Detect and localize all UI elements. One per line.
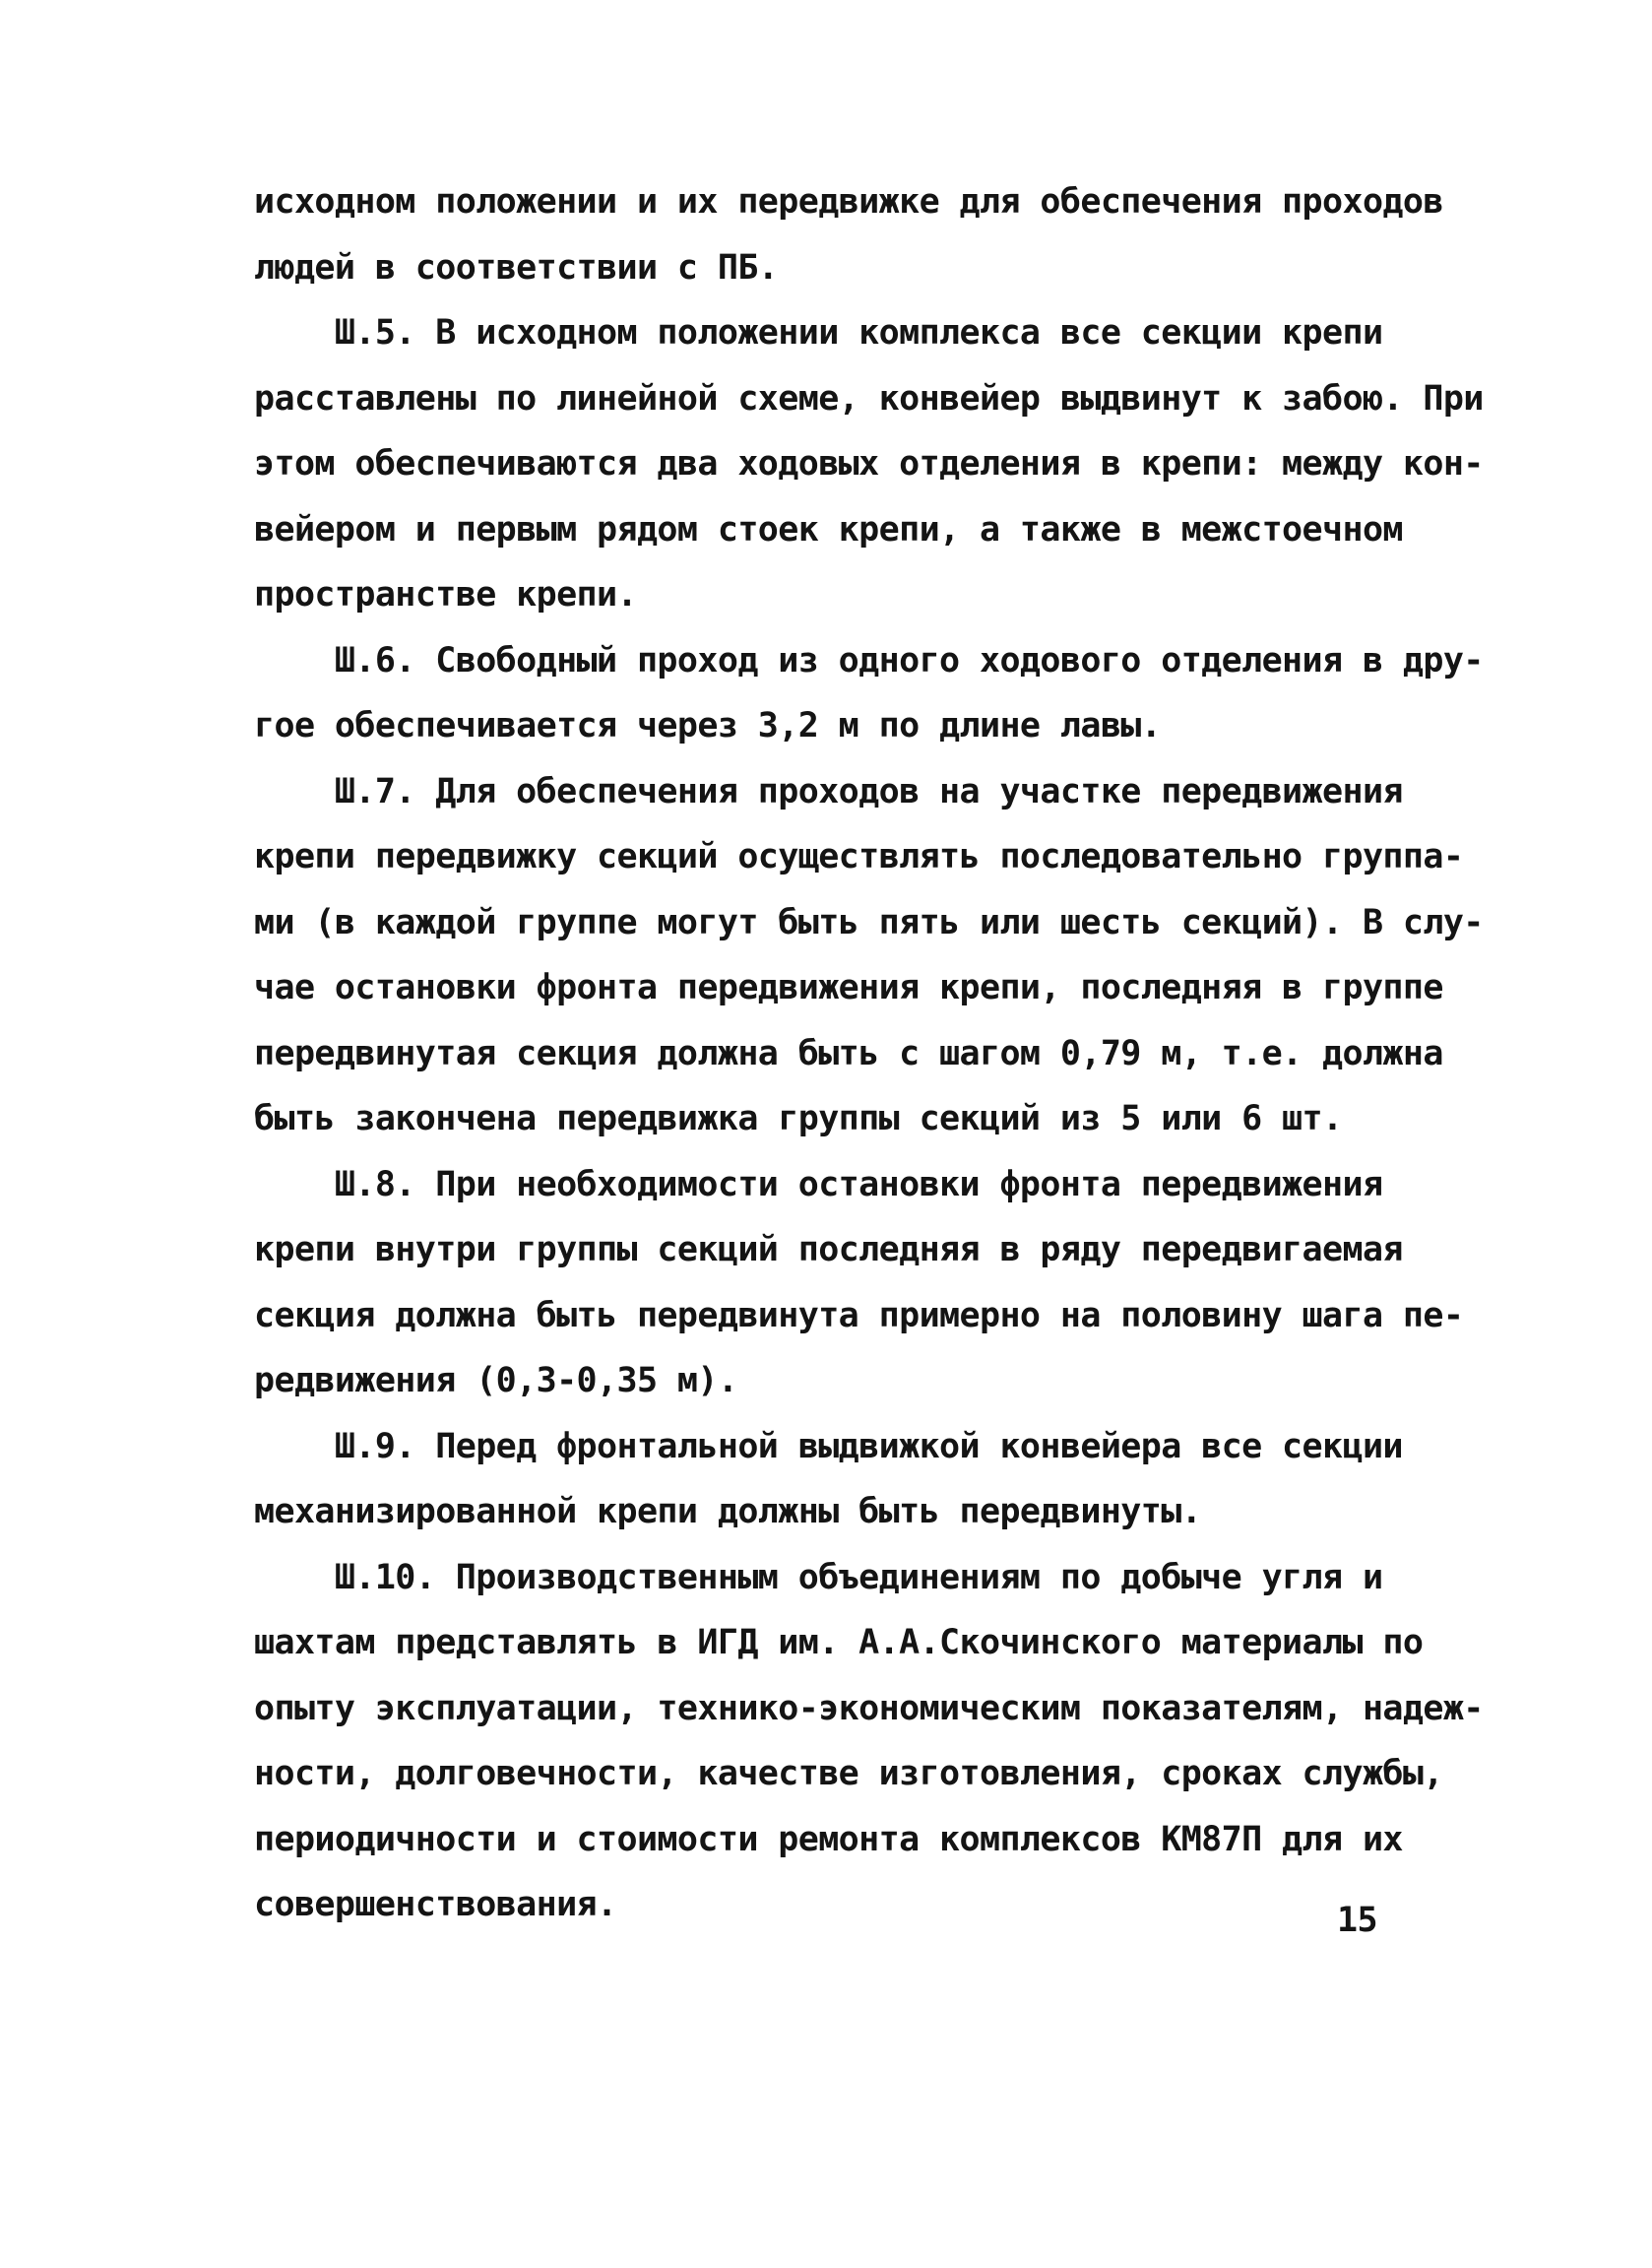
text-line: секция должна быть передвинута примерно на половину шага пе- bbox=[254, 1295, 1464, 1335]
text-line: Ш.8. При необходимости остановки фронта передвижения bbox=[254, 1164, 1383, 1204]
text-line: гое обеспечивается через 3,2 м по длине лавы. bbox=[254, 706, 1162, 745]
text-line: людей в соответствии с ПБ. bbox=[254, 247, 779, 288]
text-line: крепи передвижку секций осуществлять последовательно группа- bbox=[254, 837, 1464, 876]
text-line: периодичности и стоимости ремонта комплексов КМ87П для их bbox=[254, 1819, 1403, 1859]
text-line: Ш.9. Перед фронтальной выдвижкой конвейера все секции bbox=[254, 1426, 1403, 1466]
text-line: передвинутая секция должна быть с шагом 0,79 м, т.е. должна bbox=[254, 1033, 1443, 1073]
text-line: ности, долговечности, качестве изготовления, сроках службы, bbox=[254, 1754, 1443, 1793]
page-number: 15 bbox=[1337, 1901, 1377, 1940]
text-line: вейером и первым рядом стоек крепи, а также в межстоечном bbox=[254, 509, 1403, 550]
text-line: шахтам представлять в ИГД им. А.А.Скочинского материалы по bbox=[254, 1623, 1424, 1662]
text-line: крепи внутри группы секций последняя в ряду передвигаемая bbox=[254, 1230, 1403, 1269]
text-line: Ш.7. Для обеспечения проходов на участке передвижения bbox=[254, 771, 1403, 811]
text-line: исходном положении и их передвижке для обеспечения проходов bbox=[254, 182, 1443, 222]
text-line: Ш.5. В исходном положении комплекса все секции крепи bbox=[254, 313, 1383, 353]
body-text bbox=[254, 169, 1485, 1938]
text-line: Ш.6. Свободный проход из одного ходового отделения в дру- bbox=[254, 640, 1484, 680]
text-line: редвижения (0,3-0,35 м). bbox=[254, 1361, 738, 1400]
text-line: чае остановки фронта передвижения крепи, последняя в группе bbox=[254, 968, 1443, 1007]
text-line: опыту эксплуатации, технико-экономическим показателям, надеж- bbox=[254, 1688, 1484, 1728]
text-line: пространстве крепи. bbox=[254, 575, 637, 615]
text-line: Ш.10. Производственным объединениям по добыче угля и bbox=[254, 1557, 1383, 1597]
text-line: быть закончена передвижка группы секций из 5 или 6 шт. bbox=[254, 1099, 1343, 1138]
text-line: этом обеспечиваются два ходовых отделения в крепи: между кон- bbox=[254, 444, 1484, 484]
text-line: ми (в каждой группе могут быть пять или шесть секций). В слу- bbox=[254, 902, 1484, 942]
text-line: механизированной крепи должны быть передвинуты. bbox=[254, 1492, 1202, 1531]
text-line: расставлены по линейной схеме, конвейер выдвинут к забою. При bbox=[254, 378, 1484, 419]
text-line: совершенствования. bbox=[254, 1885, 617, 1924]
